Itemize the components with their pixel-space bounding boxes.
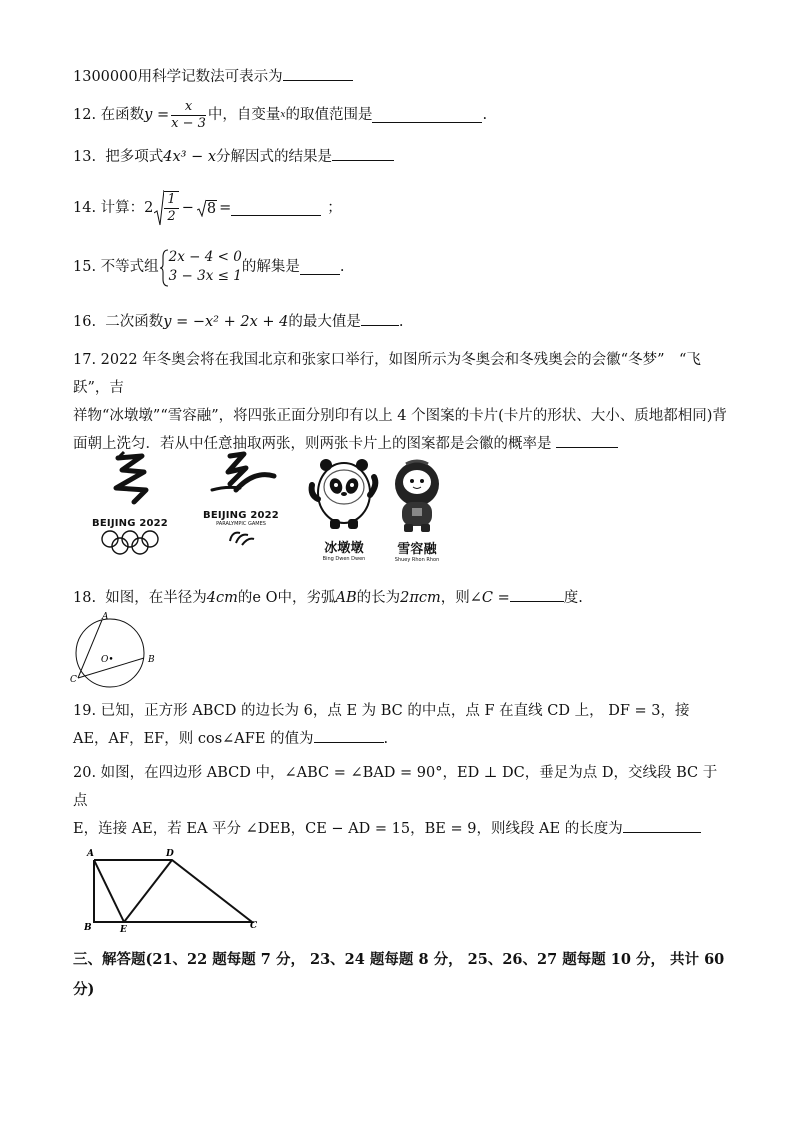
q20-line-1: 20. 如图，在四边形 ABCD 中，∠ABC = ∠BAD = 90°，ED ⊥ DC，垂足为点 D，交线段 BC 于点 — [73, 765, 718, 809]
q14-minus: − — [181, 200, 194, 216]
label-b: B — [148, 655, 155, 665]
card-subcaption: Bing Dwen Dwen — [322, 556, 366, 562]
q15-prefix: 不等式组 — [100, 259, 159, 275]
section-3-line-1: 三、解答题(21、22 题每题 7 分， 23、24 题每题 8 分， 25、26、27 题每题 10 分， 共计 60 — [73, 951, 725, 968]
question-15 — [73, 246, 344, 288]
fraction-numerator: x — [171, 99, 206, 116]
q14-end: ； — [327, 200, 342, 216]
card-subcaption: Shuey Rhon Rhon — [394, 557, 440, 563]
q14-sqrt-8 — [197, 199, 217, 217]
inequality-row-2: 3 − 3x ≤ 1 — [168, 268, 242, 284]
label-d: D — [166, 849, 174, 859]
agitos-icon — [196, 527, 286, 549]
q13-suffix: 分解因式的结果是 — [216, 149, 333, 165]
q18-circle: e O — [252, 590, 278, 606]
q19-line-2-text: AE，AF，EF，则 cos∠AFE 的值为 — [73, 731, 314, 747]
answer-blank — [231, 201, 321, 216]
q11-text: 1300000用科学记数法可表示为 — [73, 69, 283, 85]
answer-blank — [372, 108, 482, 123]
q14-fraction — [164, 191, 178, 225]
label-c: C — [250, 921, 258, 931]
q20-quadrilateral-figure — [84, 846, 264, 932]
card-winter-paralympics — [196, 450, 286, 560]
card-caption: BEIJING 2022 — [203, 510, 279, 521]
question-number: 12. — [73, 107, 97, 123]
label-a: A — [87, 849, 94, 859]
q12-variable: x — [280, 110, 286, 120]
label-a: A — [102, 612, 109, 622]
answer-blank — [556, 433, 618, 448]
q18-angle: ∠C = — [469, 590, 510, 606]
card-caption: BEIJING 2022 — [92, 518, 168, 529]
q18-end: 度. — [563, 590, 583, 606]
inequality-system — [159, 248, 242, 286]
radical-sign-icon — [197, 199, 206, 217]
q14-equals: = — [219, 200, 232, 216]
question-19 — [73, 697, 728, 753]
question-14 — [73, 188, 342, 228]
olympic-rings-icon — [88, 529, 172, 555]
q18-text-a: 如图，在半径为 — [105, 590, 207, 606]
q14-prefix: 计算： — [100, 200, 145, 216]
label-o: O• — [101, 655, 114, 665]
card-subcaption: PARALYMPIC GAMES — [216, 521, 266, 527]
q19-end: . — [383, 731, 389, 747]
fraction-numerator: 1 — [164, 192, 178, 209]
left-brace-icon — [159, 249, 169, 287]
question-20 — [73, 759, 728, 843]
question-number: 13. — [73, 149, 97, 165]
question-13 — [73, 146, 394, 167]
q16-expression: y = −x² + 2x + 4 — [163, 314, 289, 330]
answer-blank — [332, 146, 394, 161]
answer-blank — [300, 260, 340, 275]
q12-middle: 中，自变量 — [207, 107, 281, 123]
label-b: B — [84, 923, 92, 932]
q15-suffix: 的解集是 — [241, 259, 300, 275]
q18-arc: AB — [335, 590, 357, 606]
q12-prefix: 在函数 — [100, 107, 145, 123]
answer-blank — [283, 66, 353, 81]
q12-fraction — [171, 99, 206, 132]
question-17 — [73, 346, 728, 458]
q14-coefficient: 2 — [144, 200, 154, 216]
section-3-heading — [73, 945, 733, 1005]
q18-text-d: 的长为 — [356, 590, 401, 606]
question-number: 15. — [73, 259, 97, 275]
q17-line-2: 祥物“冰墩墩”“雪容融”，将四张正面分别印有以上 4 个图案的卡片(卡片的形状、大小、质地都相同)背 — [73, 408, 727, 424]
q18-text-e: ，则 — [440, 590, 470, 606]
q16-suffix: 的最大值是 — [288, 314, 361, 330]
q20-line-2-text: E，连接 AE，若 EA 平分 ∠DEB，CE − AD = 15，BE = 9，则线段 AE 的长度为 — [73, 821, 623, 837]
question-number: 16. — [73, 314, 97, 330]
card-winter-olympics — [88, 450, 172, 560]
shuey-rhon-rhon-mascot-icon — [384, 458, 450, 534]
q18-text-c: 中，劣弧 — [277, 590, 336, 606]
q19-line-2 — [73, 725, 728, 753]
q14-sqrt-fraction — [154, 189, 178, 227]
inequality-row-1: 2x − 4 < 0 — [168, 249, 242, 265]
question-12 — [73, 96, 487, 134]
winter-olympics-emblem-icon — [88, 450, 172, 514]
winter-paralympics-emblem-icon — [196, 450, 286, 506]
q12-y-equals: y = — [144, 107, 170, 123]
question-18 — [73, 587, 583, 608]
q18-length: 2πcm — [400, 590, 441, 606]
q17-line-3-text: 面朝上洗匀．若从中任意抽取两张，则两张卡片上的图案都是会徽的概率是 — [73, 436, 552, 452]
q16-end: . — [398, 314, 404, 330]
label-c: C — [70, 675, 77, 685]
fraction-denominator: 2 — [167, 209, 176, 224]
answer-blank — [510, 587, 564, 602]
q13-expression: 4x³ − x — [163, 149, 217, 165]
answer-blank — [623, 818, 701, 833]
q15-end: . — [339, 259, 345, 275]
q20-line-2 — [73, 815, 728, 843]
q18-radius: 4cm — [206, 590, 238, 606]
answer-blank — [361, 311, 399, 326]
card-shuey-rhon-rhon — [384, 458, 450, 562]
q18-text-b: 的 — [237, 590, 253, 606]
question-16 — [73, 311, 403, 332]
radical-sign-icon — [154, 189, 164, 227]
bing-dwen-dwen-mascot-icon — [306, 455, 382, 533]
q19-line-1: 19. 已知，正方形 ABCD 的边长为 6，点 E 为 BC 的中点，点 F 在直线 CD 上， DF = 3，接 — [73, 703, 690, 719]
fraction-denominator: x − 3 — [171, 115, 206, 131]
q13-prefix: 把多项式 — [105, 149, 164, 165]
q18-circle-figure — [68, 612, 164, 690]
q12-suffix: 的取值范围是 — [285, 107, 373, 123]
answer-blank — [314, 728, 384, 743]
section-3-line-2: 分) — [73, 981, 95, 998]
q16-prefix: 二次函数 — [105, 314, 164, 330]
sqrt-argument: 8 — [206, 200, 217, 217]
question-number: 18. — [73, 590, 97, 606]
question-11 — [73, 66, 353, 87]
q12-end: . — [482, 107, 488, 123]
card-bing-dwen-dwen — [306, 455, 382, 561]
question-number: 14. — [73, 200, 97, 216]
label-e: E — [120, 925, 127, 932]
card-caption: 冰墩墩 — [324, 541, 364, 556]
card-caption: 雪容融 — [397, 542, 437, 557]
q17-line-1: 17. 2022 年冬奥会将在我国北京和张家口举行，如图所示为冬奥会和冬残奥会的会徽“冬梦” “飞跃”，吉 — [73, 352, 701, 396]
